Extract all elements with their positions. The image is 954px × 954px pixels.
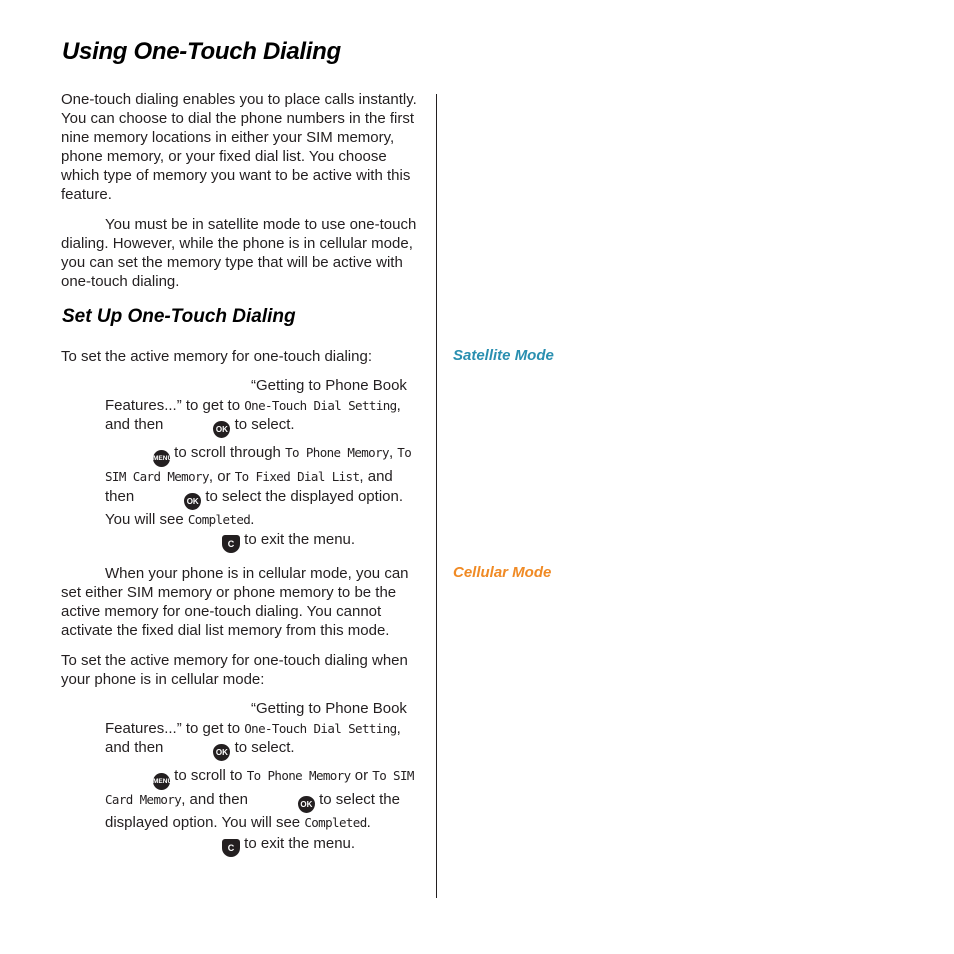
display-text: To [397, 445, 412, 460]
step-text: and then [105, 739, 164, 756]
display-text: To SIM [372, 768, 414, 783]
satellite-step-3 [105, 530, 423, 553]
step-text-line [105, 766, 423, 790]
step-text: or [350, 767, 373, 784]
display-text: SIM Card Memory [105, 469, 209, 484]
step-text: , and then [181, 791, 248, 808]
ok-key-icon: OK [213, 744, 230, 761]
ok-key-icon: OK [298, 796, 315, 813]
step-text: . [250, 510, 255, 528]
step-text-line [105, 510, 423, 530]
step-text: and then [105, 416, 164, 433]
intro-paragraph: One-touch dialing enables you to place calls instantly. You can choose to dial the phone numbers in the first nine memory locations in either your SIM memory, phone memory, or your fixed dial list. You choose which type of memory you want to be active with this feature. [61, 91, 417, 203]
step-text-line [105, 487, 423, 510]
display-text: Card Memory [105, 792, 182, 807]
step-text: to select the displayed option. [205, 487, 404, 505]
display-text: Completed [304, 815, 367, 830]
step-text: “Getting to Phone Book [251, 700, 407, 717]
step-text: , [388, 444, 398, 461]
cellular-note: When your phone is in cellular mode, you can set either SIM memory or phone memory to be the active memory for one-touch dialing. You cannot activate the fixed dial list memory from this mode. [61, 565, 409, 639]
page-title: Using One-Touch Dialing [62, 38, 341, 65]
step-text: , and [359, 468, 393, 485]
step-text-line [105, 813, 423, 833]
menu-key-icon: MENU [153, 773, 170, 790]
step-text: , [396, 719, 401, 737]
section-title: Set Up One-Touch Dialing [62, 306, 296, 327]
step-text-line [105, 738, 423, 761]
step-text: to scroll through [174, 444, 286, 461]
display-text: One-Touch Dial Setting [244, 397, 397, 413]
ok-key-icon: OK [213, 421, 230, 438]
step-text: to select. [234, 416, 295, 433]
step-text: Features...” to get to [105, 396, 245, 414]
ok-key-icon: OK [184, 493, 201, 510]
display-text: Completed [187, 511, 251, 527]
step-text-line [105, 790, 423, 813]
step-text: Features...” to get to [105, 719, 245, 737]
cellular-step-2 [105, 766, 423, 833]
display-text: One-Touch Dial Setting [244, 720, 397, 736]
step-text: , [396, 396, 401, 414]
step-text: , or [208, 468, 235, 485]
cellular-step-1 [105, 699, 423, 761]
satellite-mode-label: Satellite Mode [453, 347, 554, 364]
step-text: to exit the menu. [244, 531, 356, 548]
step-text: to select. [234, 739, 295, 756]
satellite-lead: To set the active memory for one-touch dialing: [61, 348, 372, 365]
step-text-line [105, 396, 423, 416]
step-text: to select the [319, 791, 400, 808]
step-text: “Getting to Phone Book [251, 377, 407, 394]
clear-key-icon: C [222, 535, 240, 553]
display-text: To Phone Memory [285, 445, 389, 460]
step-text-line [105, 719, 423, 739]
step-text: displayed option. You will see [105, 814, 305, 831]
display-text: To Phone Memory [246, 768, 351, 783]
step-text: to exit the menu. [244, 835, 356, 852]
step-text: You will see [105, 510, 188, 528]
satellite-step-2 [105, 443, 423, 529]
step-text-line [105, 443, 423, 467]
column-divider [436, 94, 437, 898]
step-text-line [105, 467, 423, 487]
satellite-note: You must be in satellite mode to use one-touch dialing. However, while the phone is in cellular mode, you can set the memory type that will be active with one-touch dialing. [61, 216, 417, 290]
satellite-step-1 [105, 376, 423, 438]
display-text: To Fixed Dial List [234, 469, 360, 484]
clear-key-icon: C [222, 839, 240, 857]
step-text: then [105, 487, 135, 505]
step-text: . [366, 814, 371, 831]
step-text-line [105, 415, 423, 438]
step-text: to scroll to [174, 767, 247, 784]
cellular-mode-label: Cellular Mode [453, 564, 552, 581]
cellular-step-3 [105, 834, 423, 857]
menu-key-icon: MENU [153, 450, 170, 467]
cellular-lead: To set the active memory for one-touch dialing when your phone is in cellular mode: [61, 652, 408, 688]
